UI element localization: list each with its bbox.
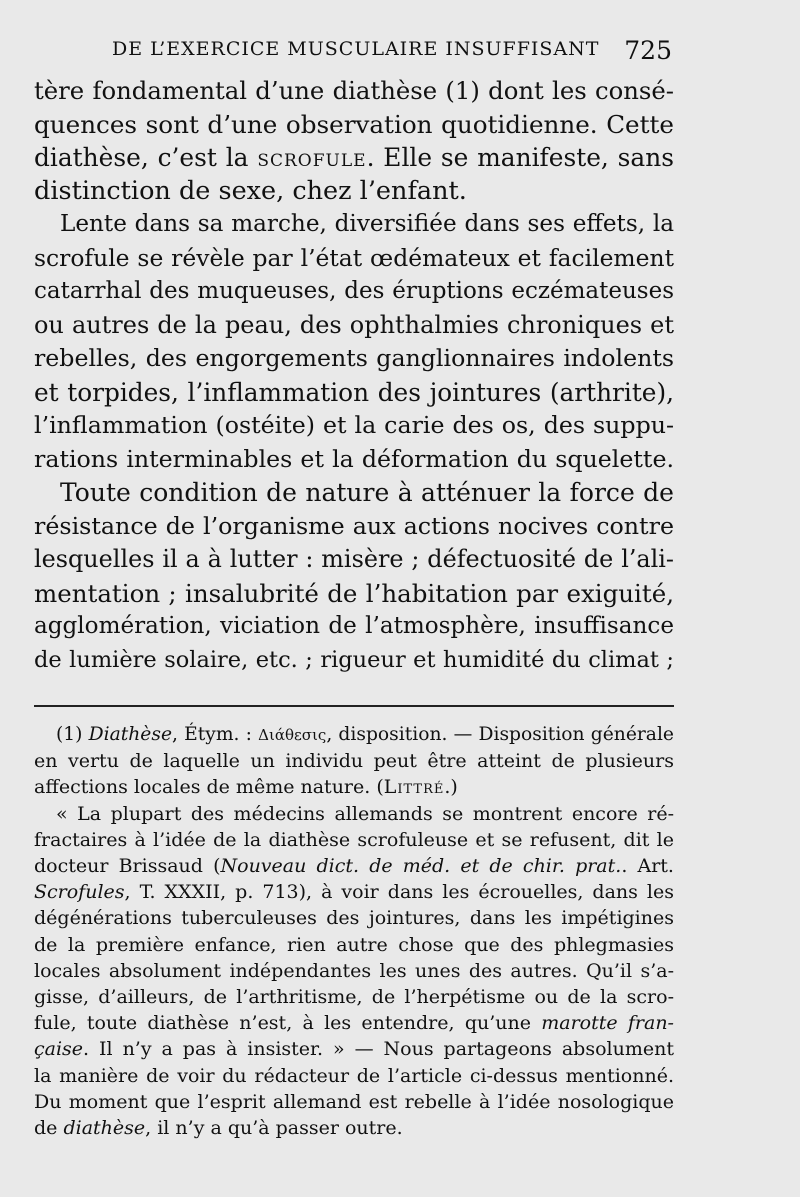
text-line: [34, 141, 674, 175]
italic-citation: Nouveau dict. de méd. et de chir. prat.: [220, 855, 622, 878]
text-line: ou autres de la peau, des ophthalmies chroniques et: [34, 310, 674, 339]
footnote-line: de la première enfance, rien autre chose que des phlegmasies: [34, 933, 674, 956]
page-header: [112, 36, 672, 64]
text-line: agglomération, viciation de l’atmosphère, insuffisance: [34, 613, 674, 639]
text-line: de lumière solaire, etc. ; rigueur et humidité du climat ;: [34, 646, 674, 673]
footnote-line: [34, 1036, 674, 1062]
footnote-line: [34, 722, 674, 748]
text-line: catarrhal des muqueuses, des éruptions eczémateuses: [34, 278, 674, 304]
text-line: rebelles, des engorgements ganglionnaires indolents: [34, 344, 674, 372]
text-line: distinction de sexe, chez l’enfant.: [34, 175, 467, 206]
footnote-line: locales absolument indépendantes les unes des autres. Qu’il s’a-: [34, 959, 674, 982]
text-run: diathèse, c’est la: [34, 143, 258, 172]
paragraph-2: [34, 208, 674, 476]
text-line: rations interminables et la déformation du squelette.: [34, 444, 674, 473]
footnote-1: [34, 722, 674, 801]
greek-word: Διάθεσις: [258, 726, 327, 744]
page-number: 725: [624, 36, 672, 65]
running-title: DE L’EXERCICE MUSCULAIRE INSUFFISANT: [112, 38, 600, 60]
text-run: affections locales de même nature. (: [34, 776, 384, 799]
footnote-line: dégénérations tuberculeuses des jointures, dans les impétigines: [34, 907, 674, 930]
text-line: Lente dans sa marche, diversifiée dans ses effets, la: [60, 211, 674, 237]
footnotes: [34, 722, 674, 1141]
text-line: Toute condition de nature à atténuer la force de: [60, 478, 674, 507]
footnote-line: [34, 774, 674, 800]
text-run: , il n’y a qu’à passer outre.: [145, 1117, 403, 1140]
text-run: fule, toute diathèse n’est, à les entendre, qu’une: [34, 1012, 542, 1035]
text-run: docteur Brissaud (: [34, 855, 221, 878]
text-run: de: [34, 1117, 64, 1140]
text-run: . Il n’y a pas à insister. » — Nous partageons absolument: [83, 1038, 674, 1061]
text-run: , T. XXXII, p. 713), à voir dans les écrouelles, dans les: [124, 881, 674, 904]
footnote-line: Du moment que l’esprit allemand est rebelle à l’idée nosologique: [34, 1090, 674, 1113]
italic-term: Diathèse: [88, 724, 173, 745]
footnote-line: fractaires à l’idée de la diathèse scrofuleuse et se refusent, dit le: [34, 828, 674, 851]
italic-term: diathèse: [63, 1117, 146, 1140]
paragraph-1: [34, 74, 674, 208]
italic-phrase: çaise: [34, 1038, 84, 1061]
text-line: scrofule se révèle par l’état œdémateux et facilement: [34, 243, 674, 272]
paragraph-3: [34, 476, 674, 677]
small-caps-source: Littré: [383, 776, 445, 799]
main-text: [34, 74, 674, 677]
footnote-line: la manière de voir du rédacteur de l’article ci-dessus mentionné.: [34, 1064, 674, 1087]
footnote-line: [34, 853, 674, 879]
footnote-line: gisse, d’ailleurs, de l’arthritisme, de l’herpétisme ou de la scro-: [34, 986, 674, 1009]
text-line: tère fondamental d’une diathèse (1) dont les consé-: [34, 76, 674, 105]
footnote-line: [34, 1010, 674, 1036]
text-run: .): [444, 776, 458, 799]
text-line: lesquelles il a à lutter : misère ; défectuosité de l’ali-: [34, 545, 674, 573]
footnote-line: en vertu de laquelle un individu peut être atteint de plusieurs: [34, 750, 674, 773]
footnote-line: [34, 879, 674, 905]
footnote-divider: [34, 705, 674, 707]
footnote-quote: [34, 801, 674, 1142]
footnote-line: [34, 1115, 674, 1141]
italic-citation: Scrofules: [34, 881, 125, 904]
footnote-marker: (1): [56, 724, 89, 745]
text-run: . Art.: [621, 855, 674, 878]
text-run: , disposition. — Disposition générale: [326, 724, 674, 745]
footnote-line: « La plupart des médecins allemands se montrent encore ré-: [56, 802, 674, 825]
text-run: . Elle se manifeste, sans: [366, 143, 675, 172]
text-line: résistance de l’organisme aux actions nocives contre: [34, 511, 674, 540]
italic-phrase: marotte fran-: [541, 1012, 674, 1035]
text-line: quences sont d’une observation quotidienne. Cette: [34, 109, 674, 139]
text-run: , Étym. :: [172, 724, 259, 745]
text-line: mentation ; insalubrité de l’habitation par exiguité,: [34, 578, 674, 608]
text-line: et torpides, l’inflammation des jointures (arthrite),: [34, 377, 674, 407]
text-line: l’inflammation (ostéite) et la carie des os, des suppu-: [34, 411, 674, 439]
small-caps-term: scrofule: [257, 143, 367, 172]
